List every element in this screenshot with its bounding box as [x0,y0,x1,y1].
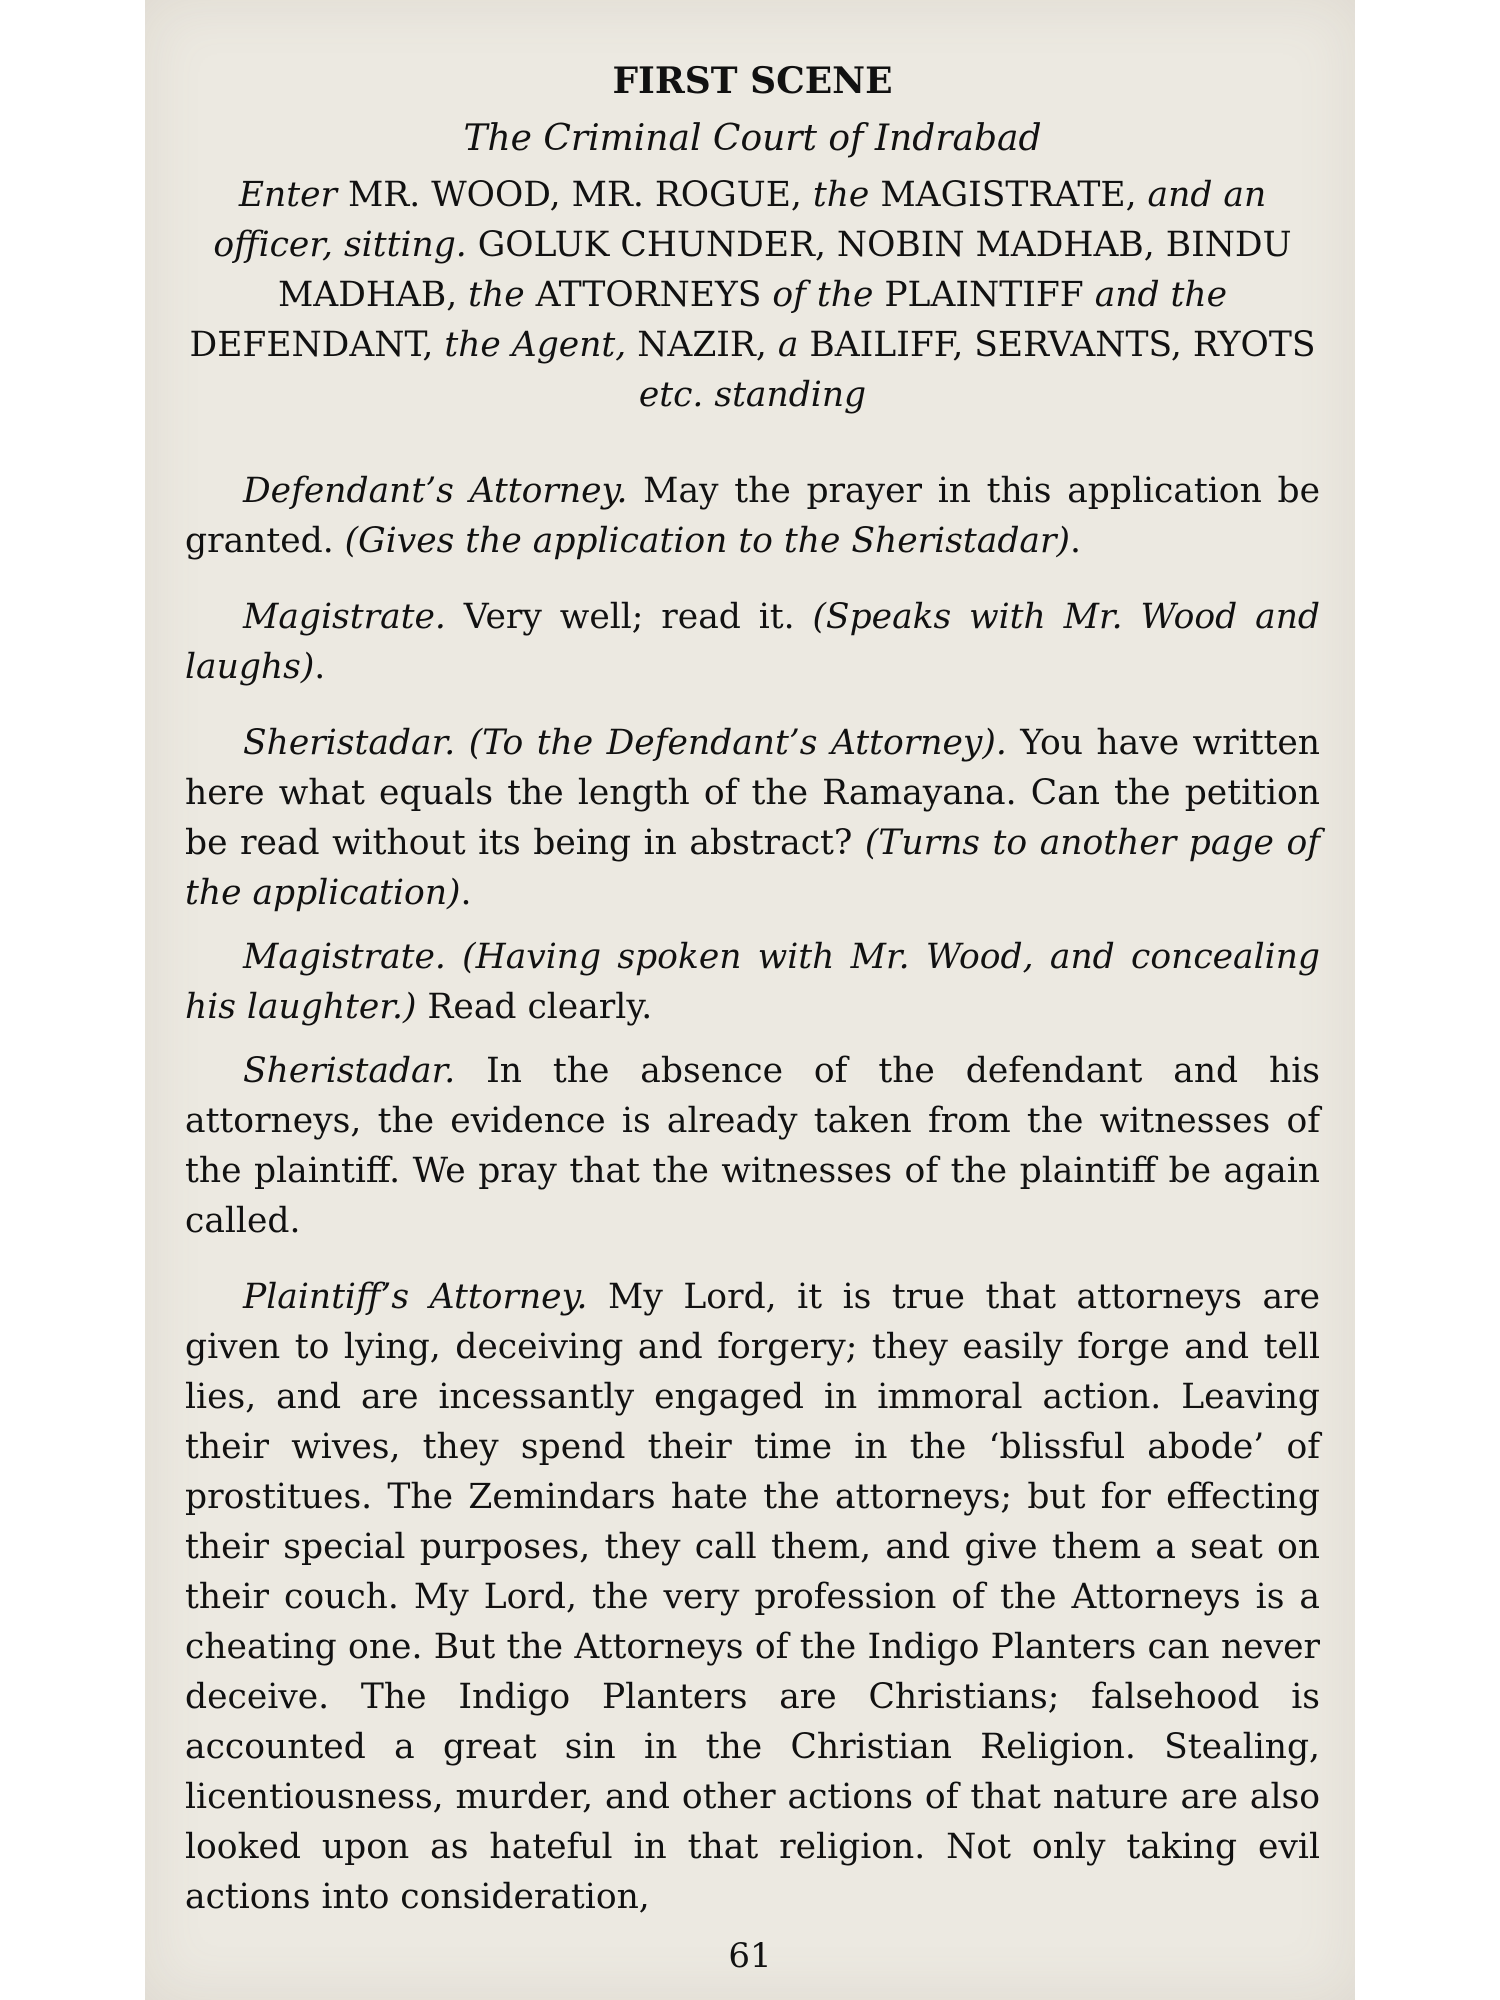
stage-note: (Speaks with Mr. Wood and laughs) [185,597,1320,687]
stage-word: the [812,175,870,215]
speaker-name: Magistrate. [243,597,446,637]
stage-word: the Agent, [444,325,627,365]
stage-word: and an officer, sitting. [213,175,1267,265]
stage-word: of the [772,275,874,315]
stage-word: and the [1094,275,1228,315]
dialogue-text: . [314,647,326,687]
speaker-name: Sheristadar. [243,1051,456,1091]
stage-note: (Having spoken with Mr. Wood, and concealing his laughter.) [185,937,1320,1027]
dialogue-paragraph [185,466,1320,566]
stage-word: a [777,325,799,365]
speaker-name: Sheristadar. [243,723,456,763]
stage-characters: GOLUK CHUNDER, NOBIN MADHAB, BINDU MADHAB, [277,225,1292,315]
stage-characters: PLAINTIFF [873,275,1095,315]
stage-characters: MR. WOOD, MR. ROGUE, [337,175,813,215]
dialogue-paragraph [185,592,1320,692]
dialogue-paragraph [185,1272,1320,1922]
dialogue-text: In the absence of the defendant and his attorneys, the evidence is already taken from the witnesses of the plaintiff. We pray that the witnesses of the plaintiff be again called. [185,1051,1320,1241]
dialogue-paragraph [185,932,1320,1032]
dialogue-text: Read clearly. [416,987,653,1027]
stage-characters: DEFENDANT, [189,325,445,365]
stage-direction [185,170,1320,420]
stage-word: Enter [238,175,337,215]
dialogue-text: You have written here what equals the length of the Ramayana. Can the petition be read without its being in abstract? [185,723,1320,863]
stage-characters: BAILIFF, SERVANTS, RYOTS [798,325,1316,365]
dialogue-text: Very well; read it. [445,597,813,637]
stage-note: (Turns to another page of the application) [185,823,1320,913]
scene-setting: The Criminal Court of Indrabad [463,118,1042,159]
dialogue-text: May the prayer in this application be granted. [185,471,1321,561]
dialogue-paragraph [185,718,1320,918]
page-text [185,52,1320,1936]
stage-note: (To the Defendant’s Attorney). [455,723,1007,763]
page-number: 61 [728,1936,772,1976]
stage-characters: NAZIR, [626,325,778,365]
stage-word: etc. standing [638,375,867,415]
dialogue-text: My Lord, it is true that attorneys are given to lying, deceiving and forgery; they easily forge and tell lies, and are incessantly engaged in immoral action. Leaving their wives, they spend their time in the ‘blissful abode’ of prostitues. The Zemindars hate the attorneys; but for effecting their special purposes, they call them, and give them a seat on their couch. My Lord, the very profession of the Attorneys is a cheating one. But the Attorneys of the Indigo Planters can never deceive. The Indigo Planters are Christians; falsehood is accounted a great sin in the Christian Religion. Stealing, licentiousness, murder, and other actions of that nature are also looked upon as hateful in that religion. Not only taking evil actions into consideration, [185,1277,1320,1917]
stage-characters: MAGISTRATE, [869,175,1148,215]
speaker-name: Defendant’s Attorney. [243,471,628,511]
stage-characters: ATTORNEYS [524,275,773,315]
speaker-name: Plaintiff’s Attorney. [243,1277,588,1317]
dialogue-text: . [460,873,472,913]
dialogue-paragraph [185,1046,1320,1246]
stage-note: (Gives the application to the Sheristadar) [344,521,1070,561]
dialogue-text: . [1069,521,1081,561]
book-page [145,0,1355,2000]
stage-word: the [468,275,525,315]
scene-heading: FIRST SCENE [612,60,893,102]
speaker-name: Magistrate. [243,937,446,977]
